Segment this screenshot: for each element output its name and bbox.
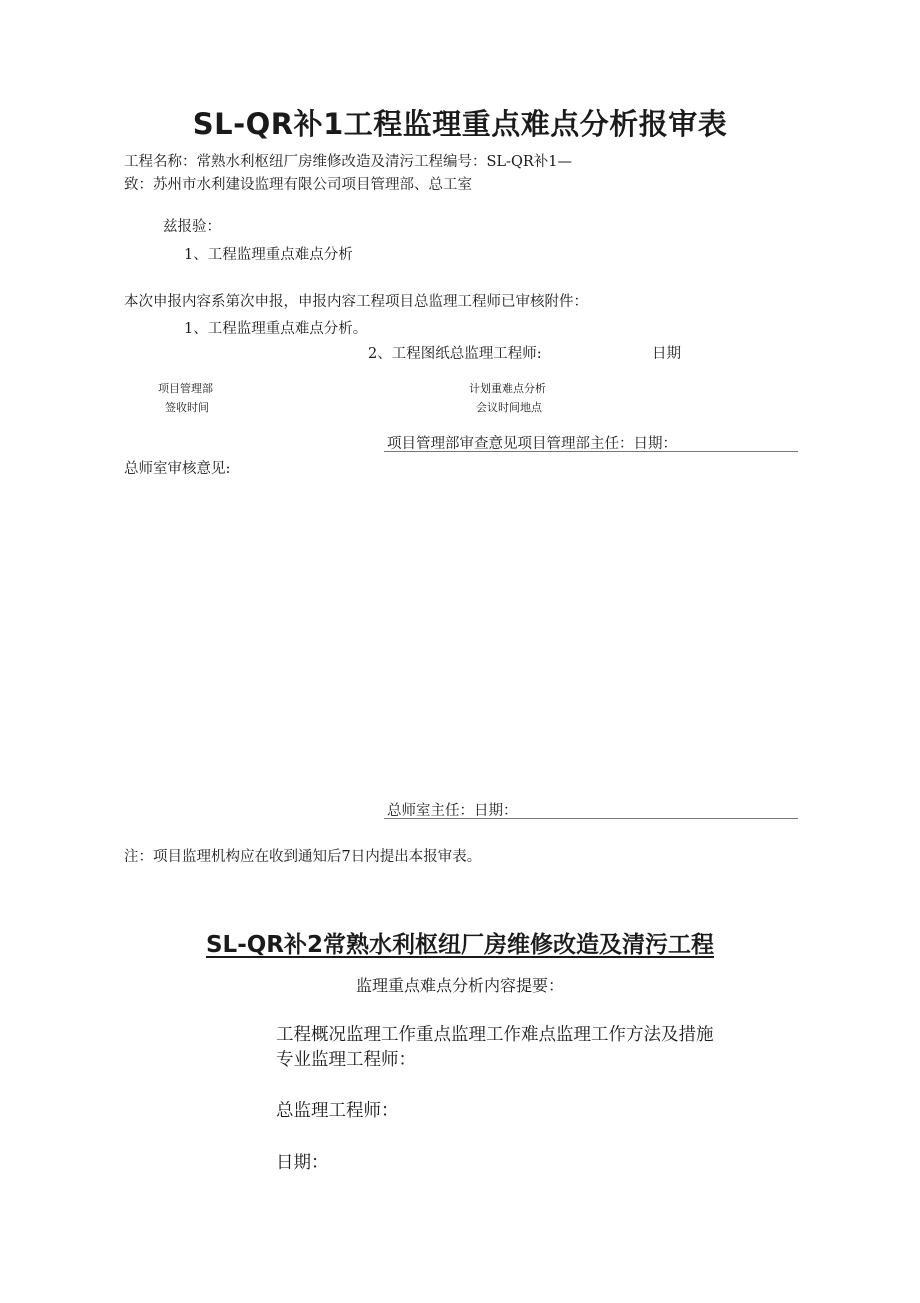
- chief-sign-underline: [384, 818, 798, 819]
- chief-office-opinion: 总师室审核意见:: [124, 461, 231, 477]
- receipt-time-label: 签收时间: [165, 401, 209, 414]
- statement-line: 本次申报内容系第次申报，申报内容工程项目总监理工程师已审核附件：: [124, 294, 588, 310]
- dept-label: 项目管理部: [158, 382, 213, 395]
- form2-subtitle: 监理重点难点分析内容提要：: [355, 976, 564, 995]
- content-outline: 工程概况监理工作重点监理工作难点监理工作方法及措施: [276, 1025, 714, 1045]
- plan-analysis-label: 计划重难点分析: [469, 382, 546, 395]
- attachment-2: 2、工程图纸总监理工程师:: [368, 346, 542, 362]
- review-underline: [384, 451, 798, 452]
- review-line: 项目管理部审查意见项目管理部主任：日期：: [387, 436, 677, 452]
- form-note: 注：项目监理机构应在收到通知后7日内提出本报审表。: [124, 849, 482, 865]
- specialist-engineer-label: 专业监理工程师：: [276, 1050, 416, 1070]
- form2-date-label: 日期：: [276, 1153, 329, 1173]
- recipient-line: 致：苏州市水利建设监理有限公司项目管理部、总工室: [124, 177, 472, 193]
- attachment-1: 1、工程监理重点难点分析。: [184, 321, 368, 337]
- project-name-line: 工程名称：常熟水利枢纽厂房维修改造及清污工程编号：SL-QR补1—: [124, 154, 572, 170]
- chief-engineer-label: 总监理工程师：: [276, 1101, 399, 1121]
- submit-label: 兹报验：: [163, 219, 221, 235]
- meeting-time-label: 会议时间地点: [476, 401, 542, 414]
- date-label: 日期: [652, 346, 681, 362]
- chief-office-sign: 总师室主任：日期：: [387, 803, 518, 819]
- form2-title: SL-QR补2常熟水利枢纽厂房维修改造及清污工程: [205, 932, 715, 958]
- form1-title: SL-QR补1工程监理重点难点分析报审表: [192, 107, 728, 141]
- submit-item-1: 1、工程监理重点难点分析: [184, 247, 353, 263]
